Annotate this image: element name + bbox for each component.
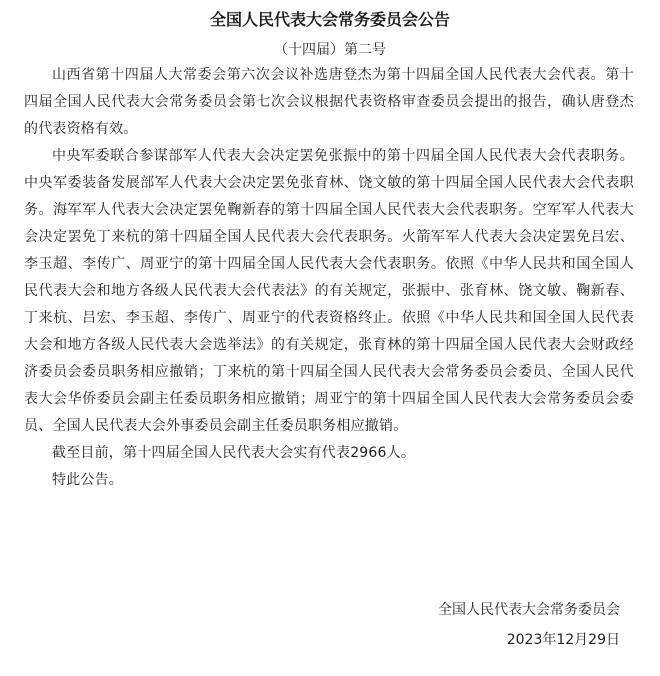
paragraph-total-deputies: 截至目前，第十四届全国人民代表大会实有代表2966人。 bbox=[52, 445, 416, 461]
issue-date: 2023年12月29日 bbox=[506, 632, 620, 648]
paragraph-closing: 特此公告。 bbox=[52, 472, 123, 488]
announcement-number: （十四届）第二号 bbox=[274, 42, 386, 58]
paragraph-removals: 中央军委联合参谋部军人代表大会决定罢免张振中的第十四届全国人民代表大会代表职务。中央军委装备发展部军人代表大会决定罢免张育林、饶文敏的第十四届全国人民代表大会代表职务。海军军人代表大会决定罢免鞠新春的第十四届全国人民代表大会代表职务。空军军人代表大会决定罢免丁来杭的第十四届全国人民代表大会代表职务。火箭军军人代表大会决定罢免吕宏、李玉超、李传广、周亚宁的第十四届全国人民代表大会代表职务。依照《中华人民共和国全国人民代表大会和地方各级人民代表大会代表法》的有关规定，张振中、张育林、饶文敏、鞠新春、丁来杭、吕宏、李玉超、李传广、周亚宁的代表资格终止。依照《中华人民共和国全国人民代表大会和地方各级人民代表大会选举法》的有关规定，张育林的第十四届全国人民代表大会财政经济委员会委员职务相应撤销；丁来杭的第十四届全国人民代表大会常务委员会委员、全国人民代表大会华侨委员会副主任委员职务相应撤销；周亚宁的第十四届全国人民代表大会常务委员会委员、全国人民代表大会外事委员会副主任委员职务相应撤销。 bbox=[24, 148, 634, 434]
announcement-body bbox=[24, 62, 634, 494]
announcement-title: 全国人民代表大会常务委员会公告 bbox=[209, 10, 450, 29]
paragraph-appointment: 山西省第十四届人大常委会第六次会议补选唐登杰为第十四届全国人民代表大会代表。第十四届全国人民代表大会常务委员会第七次会议根据代表资格审查委员会提出的报告，确认唐登杰的代表资格有效。 bbox=[24, 67, 634, 137]
issuer-signature: 全国人民代表大会常务委员会 bbox=[438, 602, 620, 618]
